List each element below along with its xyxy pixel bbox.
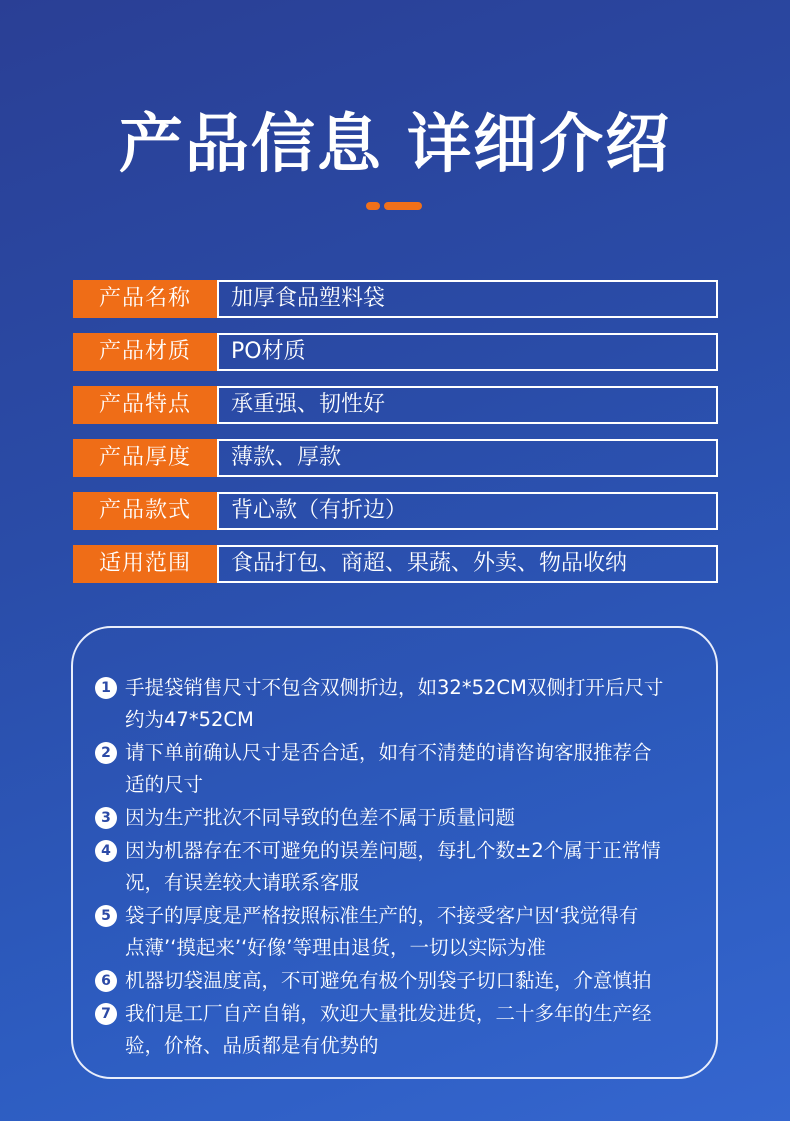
note-number-badge: 4: [95, 840, 117, 862]
note-line: 因为生产批次不同导致的色差不属于质量问题: [125, 806, 516, 829]
note-item: [95, 965, 735, 997]
decoration-dot: [366, 202, 380, 210]
note-number-badge: 6: [95, 970, 117, 992]
note-line: 手提袋销售尺寸不包含双侧折边，如32*52CM双侧打开后尺寸: [125, 676, 664, 699]
page-title: 产品信息 详细介绍: [118, 108, 672, 182]
note-number-badge: 3: [95, 807, 117, 829]
spec-value: 食品打包、商超、果蔬、外卖、物品收纳: [217, 545, 718, 583]
spec-label: 产品款式: [73, 492, 217, 530]
note-line: 点薄’‘摸起来’‘好像’等理由退货，一切以实际为准: [125, 936, 546, 959]
note-item: [95, 835, 735, 899]
note-item: [95, 998, 735, 1062]
note-line: 约为47*52CM: [125, 708, 254, 731]
spec-row-usage: [73, 545, 718, 583]
note-number-badge: 5: [95, 905, 117, 927]
note-number-badge: 7: [95, 1003, 117, 1025]
note-line: 请下单前确认尺寸是否合适，如有不清楚的请咨询客服推荐合: [125, 741, 652, 764]
spec-value: 承重强、韧性好: [217, 386, 718, 424]
spec-value: 薄款、厚款: [217, 439, 718, 477]
spec-label: 产品特点: [73, 386, 217, 424]
decoration-bar: [384, 202, 422, 210]
spec-label: 产品材质: [73, 333, 217, 371]
note-item: [95, 672, 735, 736]
note-line: 况，有误差较大请联系客服: [125, 871, 360, 894]
note-line: 验，价格、品质都是有优势的: [125, 1034, 379, 1057]
spec-row-style: [73, 492, 718, 530]
spec-label: 产品名称: [73, 280, 217, 318]
spec-value: 背心款（有折边）: [217, 492, 718, 530]
note-number-badge: 2: [95, 742, 117, 764]
note-item: [95, 737, 735, 801]
spec-label: 产品厚度: [73, 439, 217, 477]
note-line: 袋子的厚度是严格按照标准生产的，不接受客户因‘我觉得有: [125, 904, 639, 927]
note-item: [95, 900, 735, 964]
spec-row-features: [73, 386, 718, 424]
note-line: 我们是工厂自产自销，欢迎大量批发进货，二十多年的生产经: [125, 1002, 652, 1025]
note-item: [95, 802, 735, 834]
spec-value: 加厚食品塑料袋: [217, 280, 718, 318]
note-line: 因为机器存在不可避免的误差问题，每扎个数±2个属于正常情: [125, 839, 661, 862]
note-line: 适的尺寸: [125, 773, 204, 796]
spec-row-thickness: [73, 439, 718, 477]
note-number-badge: 1: [95, 677, 117, 699]
spec-row-name: [73, 280, 718, 318]
note-line: 机器切袋温度高，不可避免有极个别袋子切口黏连，介意慎拍: [125, 969, 652, 992]
spec-value: PO材质: [217, 333, 718, 371]
spec-row-material: [73, 333, 718, 371]
spec-label: 适用范围: [73, 545, 217, 583]
